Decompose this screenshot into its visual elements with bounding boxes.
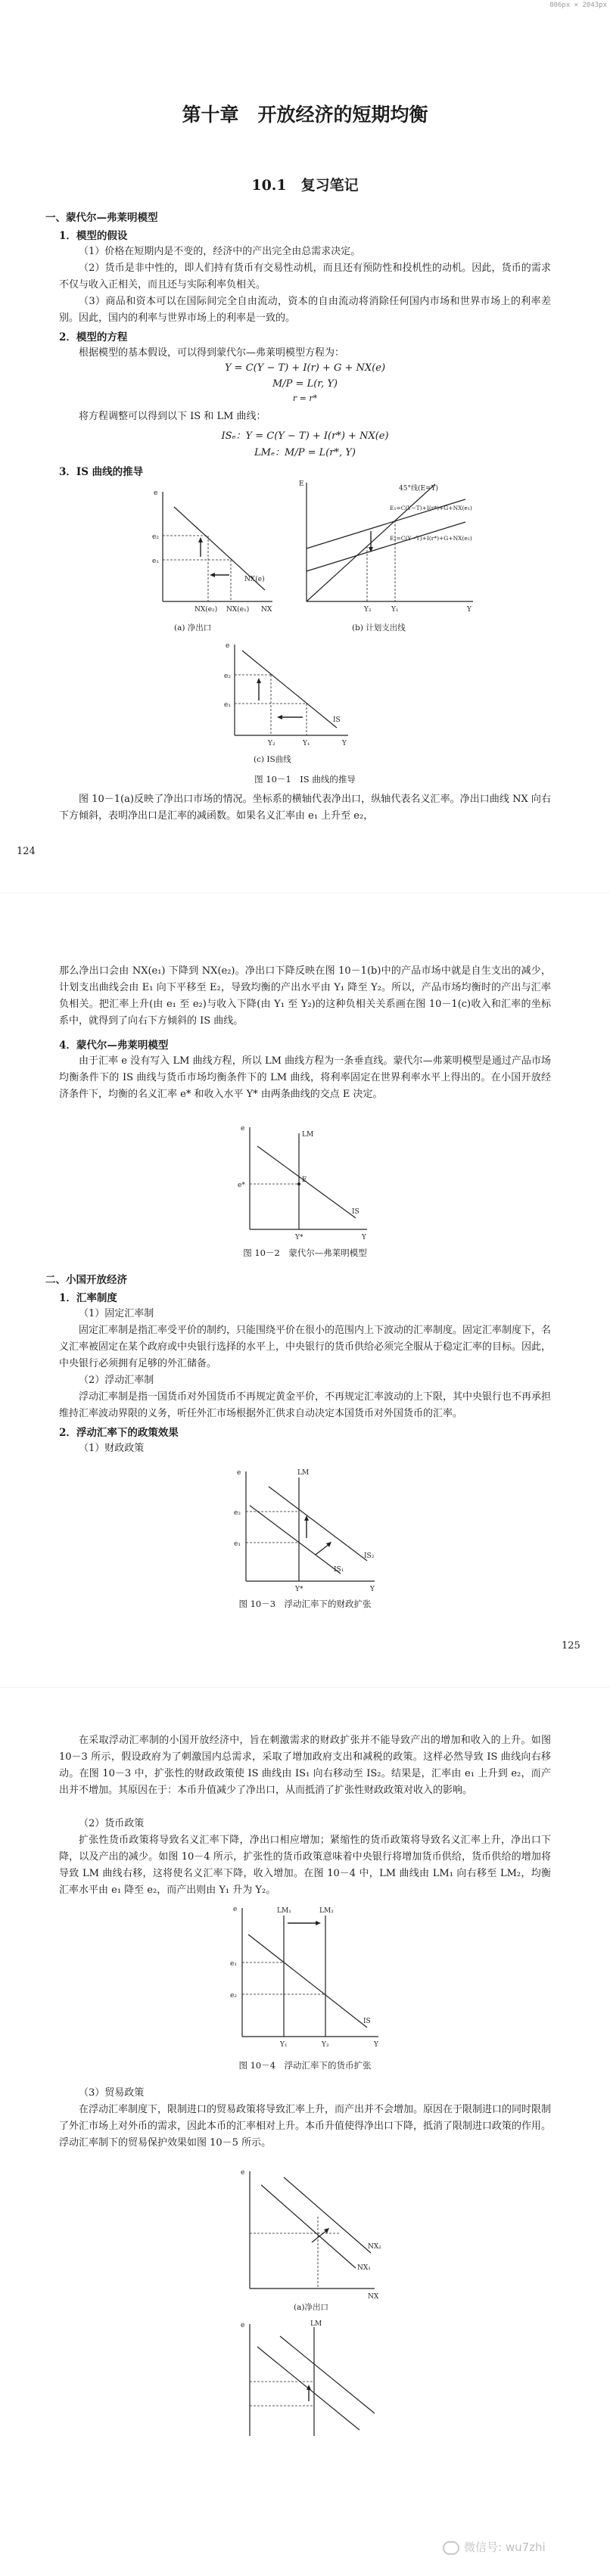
fig3-e2: e₂ xyxy=(234,1509,241,1517)
figure-10-3-fiscal-expansion xyxy=(223,1464,386,1596)
part2-s1-p1: 固定汇率制是指汇率受平价的制约，只能围绕平价在很小的范围内上下波动的汇率制度。固定汇率制度下，名义汇率被固定在某个政府或中央银行选择的水平上，中央银行的货币供给必须完全服从于稳定汇率的目标。因此，中央银行必须拥有足够的外汇储备。 xyxy=(59,1325,552,1369)
svg-text:Y₂: Y₂ xyxy=(364,606,372,614)
part1-heading: 一、蒙代尔—弗莱明模型 xyxy=(45,212,158,224)
part2-s1-sub1: （1）固定汇率制 xyxy=(79,1308,154,1319)
svg-text:e₁: e₁ xyxy=(152,558,159,565)
fig-a-x1: NX(e₁) xyxy=(226,606,250,614)
chapter-title: 第十章 开放经济的短期均衡 xyxy=(182,104,428,126)
part2-sub2: （2）货币政策 xyxy=(79,1818,145,1829)
fig5b-lm: LM xyxy=(310,2320,322,2328)
svg-text:e₂: e₂ xyxy=(152,533,159,541)
svg-text:e: e xyxy=(233,1906,238,1913)
page-number-124: 124 xyxy=(17,846,36,857)
fig5-a-label: (a)净出口 xyxy=(294,2303,328,2312)
fig4-lm2: LM₂ xyxy=(319,1907,334,1915)
fig4-e1: e₁ xyxy=(230,1960,237,1968)
part2-s2-sub1: （1）财政政策 xyxy=(79,1443,145,1454)
part2-monetary-paragraph: 扩张性货币政策将导致名义汇率下降，净出口相应增加；紧缩性的货币政策将导致名义汇率上升，净出口下降，以及产出的减少。如图 10－4 所示，扩张性的货币政策意味着中央银行将增加货币供给，货币供给的增加将导致 LM 曲线右移，这将使名义汇率下降，收入增加。在图 10－4 中，LM 曲线由 LM₁ 向右移至 LM₂，均衡汇率水平由 e₁ 降至 e₂，而产出则由 Y₁ 升为 Y₂。 xyxy=(59,1835,551,1896)
figure-10-4-caption: 图 10－4 浮动汇率下的货币扩张 xyxy=(238,2060,372,2071)
fig-a-label: (a) 净出口 xyxy=(174,623,212,632)
part1-s1-p1: （1）价格在短期内是不变的，经济中的产出完全由总需求决定。 xyxy=(79,246,361,257)
part2-s1-sub2: （2）浮动汇率制 xyxy=(79,1375,154,1386)
svg-text:Y₁: Y₁ xyxy=(303,740,310,747)
figure-10-1c-is-curve xyxy=(212,637,363,754)
part2-fiscal-paragraph: 在采取浮动汇率制的小国开放经济中，旨在刺激需求的财政扩张并不能导致产出的增加和收入的上升。如图 10－3 所示，假设政府为了刺激国内总需求，采取了增加政府支出和减税的政策。这样必然导致 IS 曲线向右移动。在图 10－3 中，扩张性的财政政策使 IS 曲线由 IS₁ 向右移动至 IS₂。结果是，汇率由 e₁ 上升到 e₂，而产出并不增加。其原因在于：本币升值减少了净出口，从而抵消了扩张性财政政策对收入的影响。 xyxy=(59,1735,551,1796)
part1-s2-intro: 根据模型的基本假设，可以得到蒙代尔—弗莱明模型方程为： xyxy=(79,347,345,359)
svg-text:e: e xyxy=(241,2169,245,2177)
figure-10-4-monetary-expansion xyxy=(219,1900,390,2052)
fig2-is: IS xyxy=(352,1208,359,1216)
fig2-lm: LM xyxy=(302,1131,314,1139)
fig3-lm: LM xyxy=(297,1469,310,1477)
watermark xyxy=(443,2539,546,2555)
watermark-text: 微信号: wu7zhi xyxy=(464,2540,546,2554)
part1-s3-after: 图 10－1(a)反映了净出口市场的情况。坐标系的横轴代表净出口，纵轴代表名义汇率。净出口曲线 NX 向右下方倾斜，表明净出口是汇率的减函数。如果名义汇率由 e₁ 上升至 e₂， xyxy=(59,794,551,822)
figure-10-1-caption: 图 10－1 IS 曲线的推导 xyxy=(254,774,356,785)
part1-s1-p3: （3）商品和资本可以在国际间完全自由流动，资本的自由流动将消除任何国内市场和世界市场上的利率差别。因此，国内的利率与世界市场上的利率是一致的。 xyxy=(59,296,551,324)
part2-sub3: （3）贸易政策 xyxy=(79,2087,145,2099)
part1-s4-p: 由于汇率 e 没有写入 LM 曲线方程，所以 LM 曲线方程为一条垂直线。蒙代尔—弗莱明模型是通过产品市场均衡条件下的 IS 曲线与货币市场均衡条件下的 LM 曲线，将利率固定在世界利率水平上得出的。在小国开放经济条件下，均衡的名义汇率 e* 和收入水平 Y* 由两条曲线的交点 E 决定。 xyxy=(59,1055,551,1100)
equation-3: r = r* xyxy=(292,393,318,403)
fig2-e: E xyxy=(302,1176,307,1184)
fig4-y2: Y₂ xyxy=(322,2041,329,2049)
svg-text:e: e xyxy=(241,2322,245,2329)
equation-1: Y = C(Y − T) + I(r) + G + NX(e) xyxy=(224,362,386,374)
fig2-estar: e* xyxy=(238,1182,245,1189)
part2-s1-p2: 浮动汇率制是指一国货币对外国货币不再规定黄金平价，不再规定汇率波动的上下限，其中央银行也不再承担维持汇率波动界限的义务，听任外汇市场根据外汇供求自动决定本国货币对外国货币的汇率。 xyxy=(59,1391,552,1419)
svg-text:Y₁: Y₁ xyxy=(391,606,399,614)
fig5-nx1: NX₁ xyxy=(357,2264,371,2272)
figure-10-2-mundell-fleming xyxy=(227,1120,378,1244)
figure-10-1a-net-exports xyxy=(140,484,280,620)
section-title: 10.1 复习笔记 xyxy=(251,177,359,194)
part1-s2-heading: 2．模型的方程 xyxy=(59,331,128,343)
fig-b-e1: E₁=C(Y−T)+I(r*)+G+NX(e₁) xyxy=(390,505,472,511)
fig2-ystar: Y* xyxy=(295,1234,303,1241)
part1-s1-p2: （2）货币是非中性的，即人们持有货币有交易性动机，而且还有预防性和投机性的动机。因此，货币的需求不仅与收入正相关，而且还与实际利率负相关。 xyxy=(59,263,551,291)
part1-s2-adjust: 将方程调整可以得到以下 IS 和 LM 曲线： xyxy=(79,411,266,422)
fig4-lm1: LM₁ xyxy=(277,1907,291,1915)
fig-b-45-line: 45°线(E=Y) xyxy=(399,485,439,493)
fig-b-e2: E₂=C(Y−T)+I(r*)+G+NX(e₂) xyxy=(390,535,472,542)
fig-b-label: (b) 计划支出线 xyxy=(352,623,406,632)
svg-text:Y: Y xyxy=(342,740,347,747)
svg-text:Y: Y xyxy=(374,2041,378,2049)
fig4-y1: Y₁ xyxy=(280,2041,288,2049)
svg-text:Y: Y xyxy=(370,1586,375,1593)
fig5-axis: NX xyxy=(368,2293,379,2300)
fig-a-nx-curve: NX(e) xyxy=(244,576,265,583)
svg-text:E: E xyxy=(299,480,304,488)
fig3-is1: IS₁ xyxy=(334,1566,344,1574)
part2-s1-heading: 1．汇率制度 xyxy=(59,1292,117,1304)
part1-s1-heading: 1．模型的假设 xyxy=(59,230,128,242)
figure-10-1b-planned-expenditure xyxy=(291,477,481,620)
part2-heading: 二、小国开放经济 xyxy=(45,1274,127,1286)
svg-text:e: e xyxy=(237,1469,241,1477)
page-number-125: 125 xyxy=(562,1640,580,1652)
svg-text:e: e xyxy=(154,489,158,497)
fig5-nx2: NX₂ xyxy=(368,2243,381,2251)
svg-text:e₂: e₂ xyxy=(224,673,231,680)
figure-10-5a-net-exports xyxy=(227,2164,386,2300)
fig-b-axis: Y xyxy=(467,606,472,614)
wechat-icon xyxy=(443,2541,459,2555)
figure-10-5b-partial xyxy=(227,2317,386,2438)
svg-text:e: e xyxy=(241,1125,245,1133)
part2-s2-heading: 2．浮动汇率下的政策效果 xyxy=(59,1427,179,1439)
fig3-e1: e₁ xyxy=(234,1540,241,1548)
part1-s3-heading: 3．IS 曲线的推导 xyxy=(59,466,144,478)
equation-2: M/P = L(r, Y) xyxy=(272,378,338,390)
is-equation: ISₑ：Y = C(Y − T) + I(r*) + NX(e) xyxy=(221,430,389,442)
figure-10-2-caption: 图 10－2 蒙代尔—弗莱明模型 xyxy=(243,1248,367,1258)
fig4-e2: e₂ xyxy=(230,1992,237,2000)
figure-10-3-caption: 图 10－3 浮动汇率下的财政扩张 xyxy=(238,1599,372,1609)
fig4-is: IS xyxy=(363,2018,371,2025)
fig-a-axis: NX xyxy=(261,606,272,614)
part1-continuation: 那么净出口会由 NX(e₁) 下降到 NX(e₂)。净出口下降反映在图 10－1(b)中的产品市场中就是自生支出的减少，计划支出曲线会由 E₁ 向下平移至 E₂，导致均衡的产出水平由 Y₁ 降至 Y₂。所以，产品市场均衡时的产出与汇率负相关。把汇率上升(由 e₁ 至 e₂)与收入下降(由 Y₁ 至 Y₂)的这种负相关关系画在图 10－1(c)收入和汇率的坐标系中，就得到了向右下方倾斜的 IS 曲线。 xyxy=(59,965,551,1027)
part2-trade-paragraph: 在浮动汇率制度下，限制进口的贸易政策将导致汇率上升，而产出并不会增加。原因在于限制进口的同时限制了外汇市场上对外币的需求，因此本币的汇率相对上升。本币升值使得净出口下降，抵消了限制进口政策的作用。浮动汇率制下的贸易保护效果如图 10－5 所示。 xyxy=(59,2104,552,2149)
fig-c-is: IS xyxy=(333,716,341,724)
part1-s4-heading: 4．蒙代尔—弗莱明模型 xyxy=(59,1039,169,1052)
lm-equation: LMₑ：M/P = L(r*, Y) xyxy=(254,447,356,458)
svg-text:e: e xyxy=(226,642,230,650)
fig-a-x2: NX(e₂) xyxy=(195,606,218,614)
svg-text:Y: Y xyxy=(362,1234,366,1241)
fig3-is2: IS₂ xyxy=(364,1552,375,1560)
header-meta: 806px × 2043px xyxy=(549,2,607,9)
fig3-ystar: Y* xyxy=(295,1586,303,1593)
fig-c-label: (c) IS曲线 xyxy=(254,755,291,764)
svg-text:e₁: e₁ xyxy=(224,701,231,709)
svg-text:Y₂: Y₂ xyxy=(268,740,275,747)
